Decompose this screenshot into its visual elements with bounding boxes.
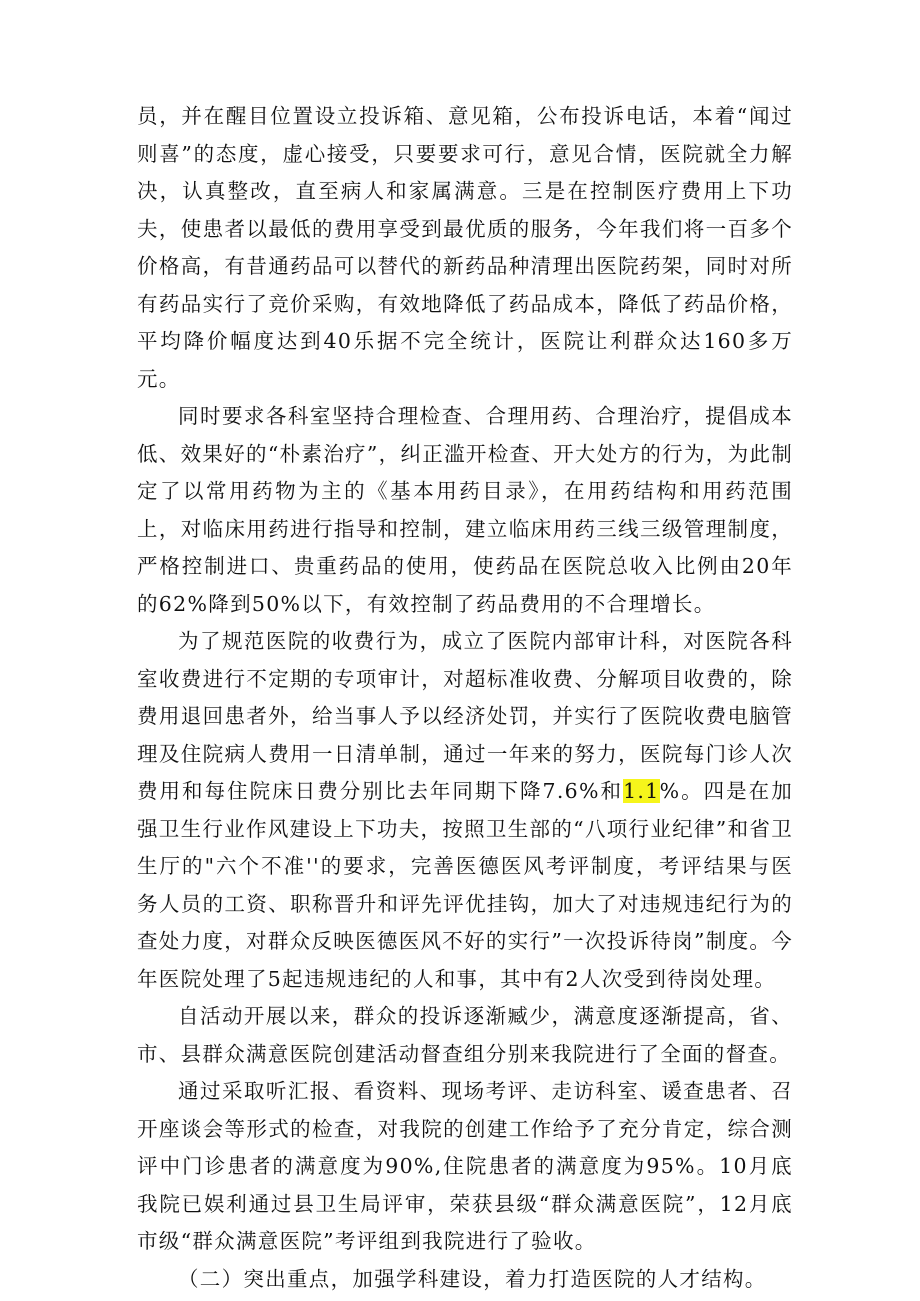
paragraph-5-text: 通过采取听汇报、看资料、现场考评、走访科室、谖查患者、召开座谈会等形式的检查，对我院的创建工作给予了充分肯定，综合测评中门诊患者的满意度为90%,住院患者的满意度为95%。10月底我院已娱利通过县卫生局评审，荣获县级“群众满意医院”，12月底市级“群众满意医院”考评组到我院进行了验收。 (137, 1079, 793, 1253)
paragraph-2 (137, 398, 793, 623)
document-body (137, 98, 793, 1298)
paragraph-4-text: 自活动开展以来，群众的投诉逐渐臧少，满意度逐渐提高，省、市、县群众满意医院创建活动督查组分别来我院进行了全面的督查。 (137, 1004, 793, 1066)
highlighted-value: 1.1 (623, 779, 660, 803)
paragraph-3 (137, 623, 793, 998)
section-heading-text: （二）突出重点，加强学科建设，着力打造医院的人才结构。 (178, 1266, 767, 1291)
paragraph-5 (137, 1073, 793, 1261)
paragraph-1-text: 员，并在醒目位置设立投诉箱、意见箱，公布投诉电话，本着“闻过则喜”的态度，虚心接受，只要要求可行，意见合情，医院就全力解决，认真整改，直至病人和家属满意。三是在控制医疗费用上下功夫，使患者以最低的费用享受到最优质的服务，今年我们将一百多个价格高，有昔通药品可以替代的新药品种清理出医院药架，同时对所有药品实行了竞价采购，有效地降低了药品成本，降低了药品价格，平均降价幅度达到40乐据不完全统计，医院让利群众达160多万元。 (137, 104, 793, 391)
paragraph-4 (137, 998, 793, 1073)
paragraph-3-text-after: %。四是在加强卫生行业作风建设上下功夫，按照卫生部的“八项行业纪律”和省卫生厅的"六个不准''的要求，完善医德医风考评制度，考评结果与医务人员的工资、职称晋升和评先评优挂钩，加大了对违规违纪行为的查处力度，对群众反映医德医风不好的实行”一次投诉待岗”制度。今年医院处理了5起违规违纪的人和事，其中有2人次受到待岗处理。 (137, 779, 794, 991)
section-heading (137, 1261, 793, 1299)
paragraph-2-text: 同时要求各科室坚持合理检查、合理用药、合理治疗，提倡成本低、效果好的“朴素治疗”，纠正滥开检查、开大处方的行为，为此制定了以常用药物为主的《基本用药目录》，在用药结构和用药范围上，对临床用药进行指导和控制，建立临床用药三线三级管理制度，严格控制进口、贵重药品的使用，使药品在医院总收入比例由20年的62%降到50%以下，有效控制了药品费用的不合理增长。 (137, 404, 793, 616)
paragraph-3-text-before: 为了规范医院的收费行为，成立了医院内部审计科，对医院各科室收费进行不定期的专项审计，对超标准收费、分解项目收费的，除费用退回患者外，给当事人予以经济处罚，并实行了医院收费电脑管理及住院病人费用一日清单制，通过一年来的努力，医院每门诊人次费用和每住院床日费分别比去年同期下降7.6%和 (137, 629, 793, 803)
paragraph-1 (137, 98, 793, 398)
